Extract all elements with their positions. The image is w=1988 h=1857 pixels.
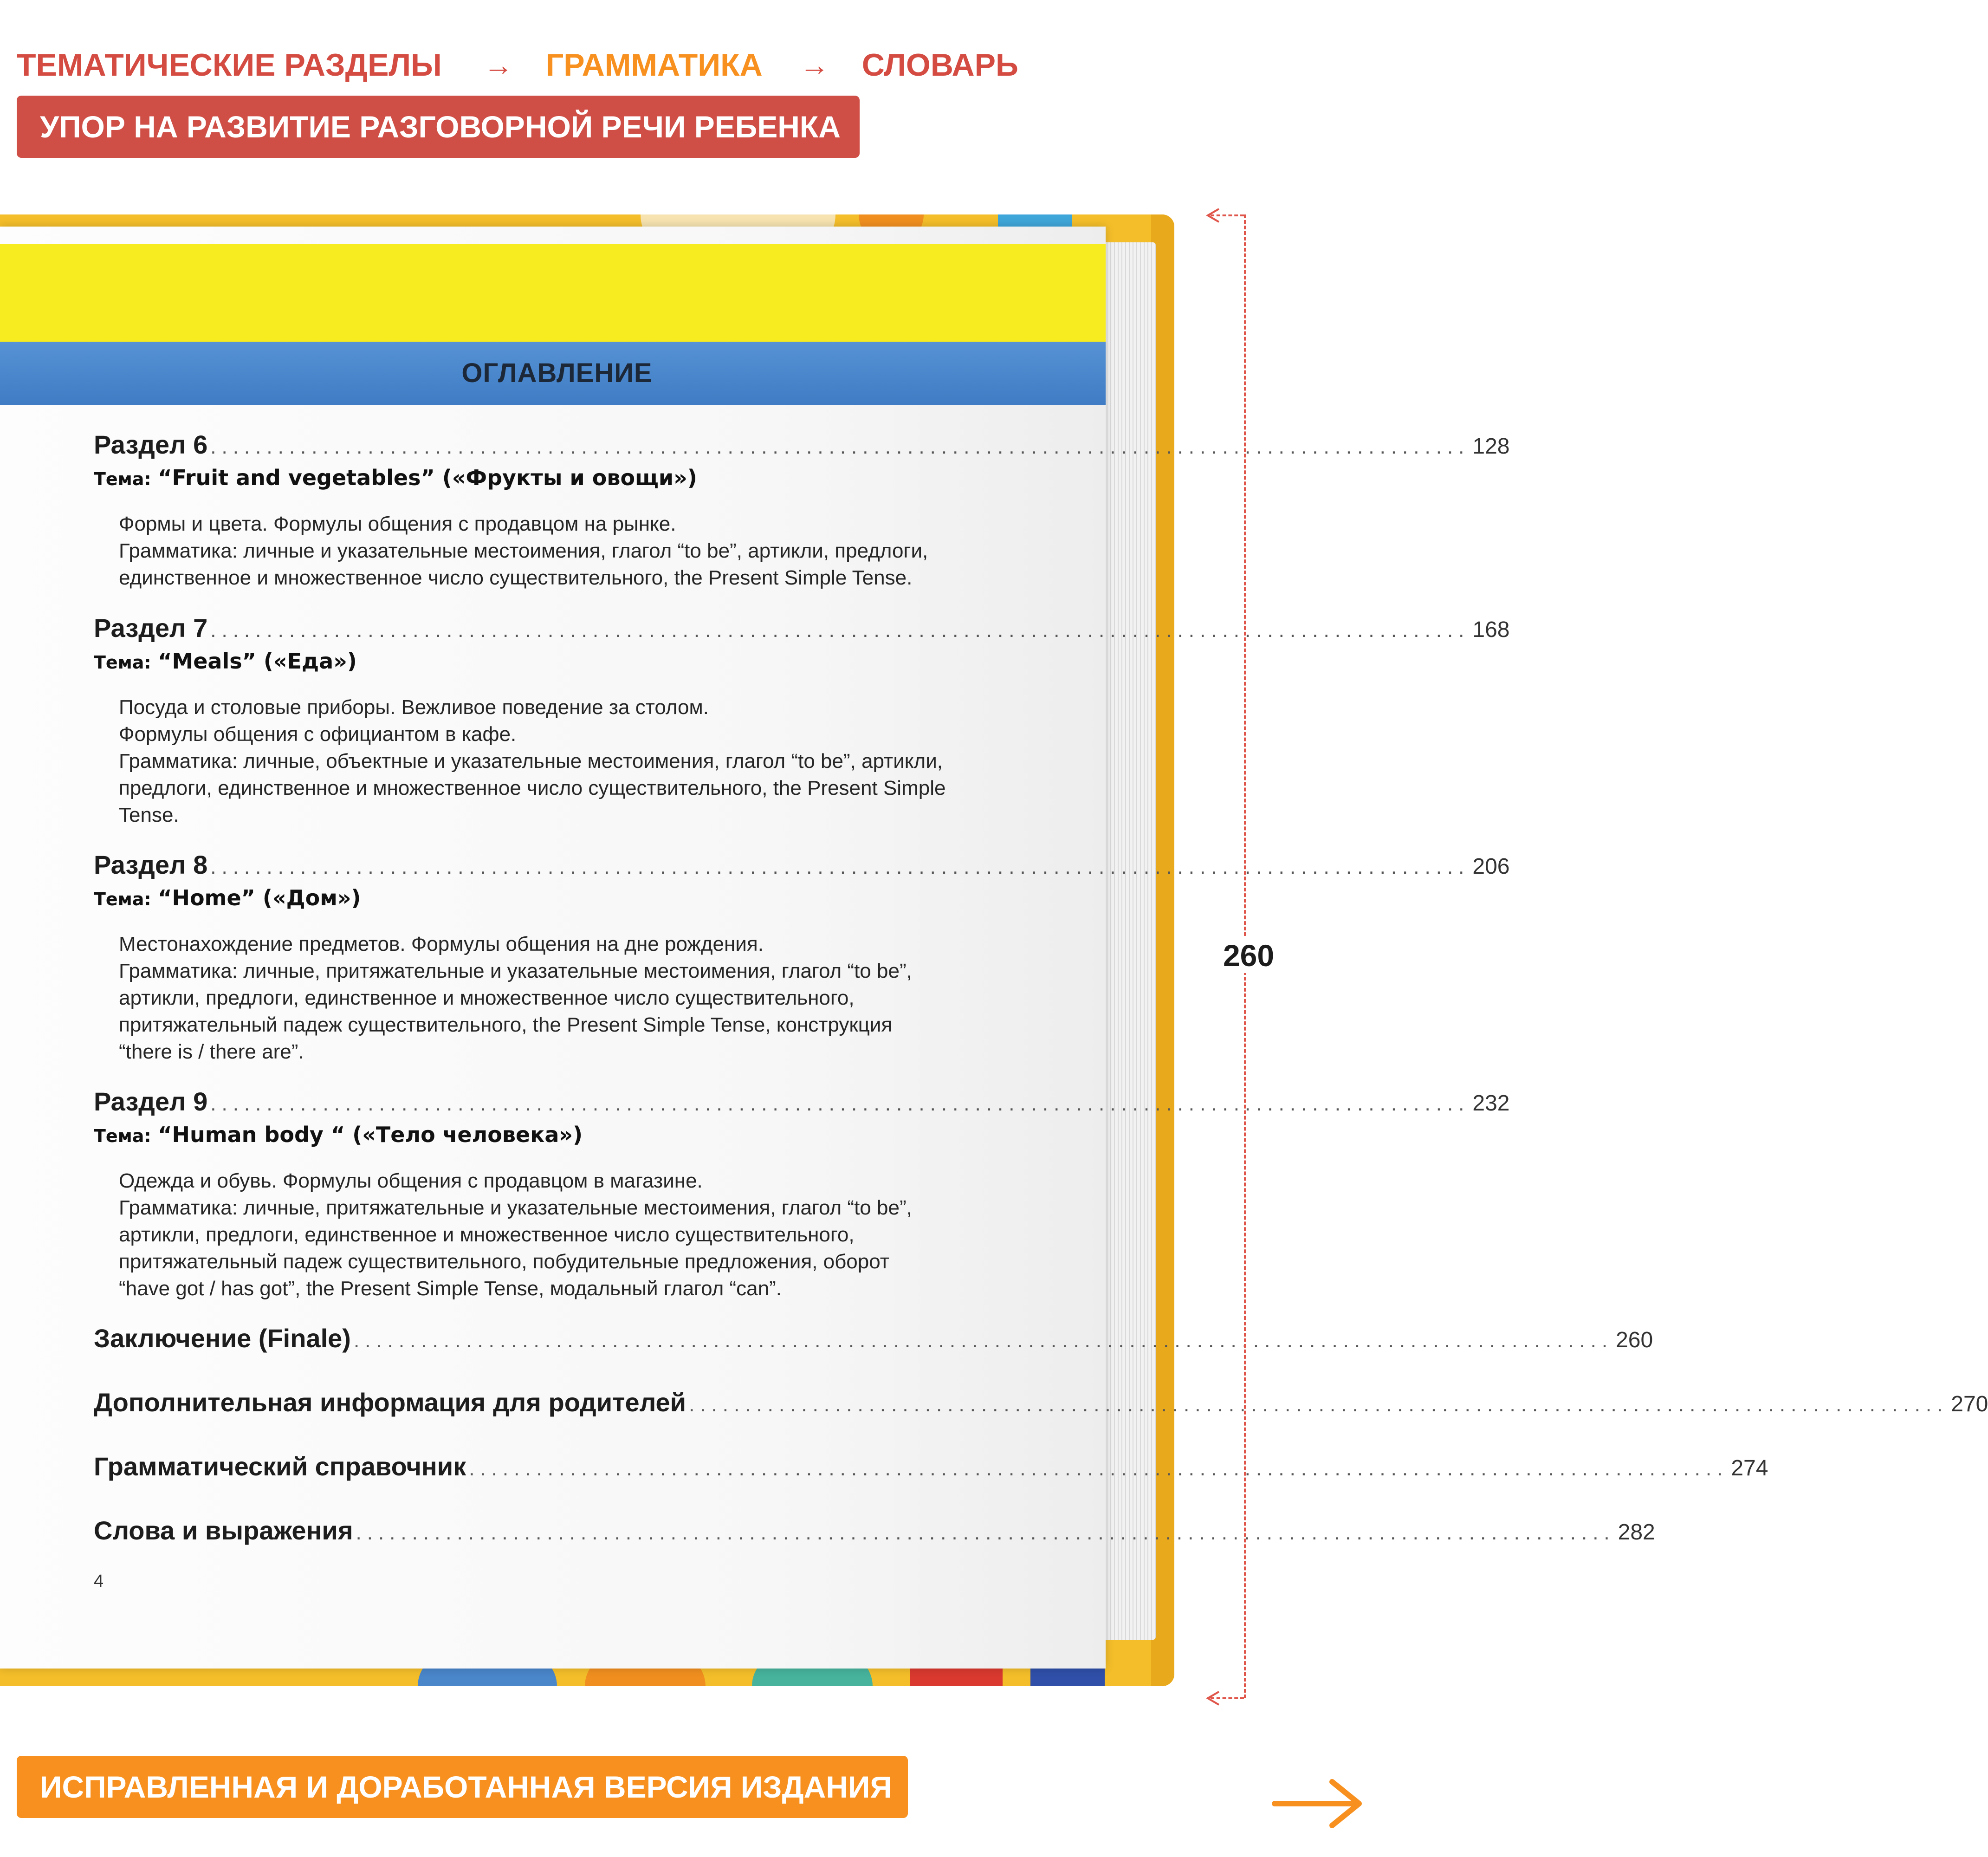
desc-line: Формулы общения с официантом в кафе.: [119, 723, 517, 746]
arrow-icon: →: [799, 48, 829, 82]
toc-title: ОГЛАВЛЕНИЕ: [461, 358, 653, 388]
desc-line: Грамматика: личные, притяжательные и указательные местоимения, глагол “to be”,: [119, 1196, 912, 1219]
toc-entry-section-7: [94, 613, 1510, 829]
desc-line: артикли, предлоги, единственное и множественное число существительного,: [119, 987, 855, 1009]
entry-page: 282: [1618, 1520, 1655, 1545]
tema-label: Тема:: [94, 469, 151, 489]
desc-line: Грамматика: личные, притяжательные и указательные местоимения, глагол “to be”,: [119, 960, 912, 982]
desc-line: “have got / has got”, the Present Simple Tense, модальный глагол “can”.: [119, 1277, 782, 1300]
leader-dots: ................................................................................................................: [210, 619, 1470, 642]
leader-dots: ................................................................................................................: [353, 1329, 1613, 1352]
section-label: Раздел 6: [94, 430, 208, 459]
toc-entry-words-expressions: [94, 1515, 1655, 1545]
entry-label: Слова и выражения: [94, 1516, 353, 1545]
section-topic: “Human body “ («Тело человека»): [158, 1122, 583, 1147]
book-height-label: 260: [1211, 938, 1286, 973]
leader-dots: ................................................................................................................: [210, 1092, 1470, 1115]
entry-page: 270: [1951, 1392, 1988, 1416]
entry-page: 274: [1731, 1456, 1768, 1480]
section-page: 206: [1472, 854, 1510, 879]
section-page: 128: [1472, 434, 1510, 459]
page-number: 4: [94, 1571, 104, 1591]
header-breadcrumb: [17, 44, 1018, 86]
tema-label: Тема:: [94, 1126, 151, 1146]
toc-entry-section-6: [94, 429, 1510, 591]
toc-entry-finale: [94, 1323, 1653, 1353]
leader-dots: ................................................................................................................: [356, 1521, 1615, 1544]
speech-development-badge: УПОР НА РАЗВИТИЕ РАЗГОВОРНОЙ РЕЧИ РЕБЕНКА: [17, 96, 860, 158]
desc-line: единственное и множественное число существительного, the Present Simple Tense.: [119, 566, 913, 589]
leader-dots: ................................................................................................................: [210, 435, 1470, 458]
toc-entry-parents-info: [94, 1387, 1988, 1417]
crumb-dictionary: СЛОВАРЬ: [861, 47, 1018, 83]
entry-label: Дополнительная информация для родителей: [94, 1388, 686, 1417]
section-label: Раздел 8: [94, 850, 208, 879]
crumb-grammar: ГРАММАТИКА: [545, 47, 763, 83]
desc-line: Посуда и столовые приборы. Вежливое поведение за столом.: [119, 696, 709, 719]
next-arrow-icon[interactable]: [1272, 1778, 1365, 1829]
desc-line: Tense.: [119, 804, 179, 826]
arrow-icon: →: [483, 48, 513, 82]
dimension-arrow-icon: [1205, 207, 1224, 224]
section-topic: “Fruit and vegetables” («Фрукты и овощи»): [158, 465, 697, 490]
section-topic: “Meals” («Еда»): [158, 649, 357, 674]
section-topic: “Home” («Дом»): [158, 885, 361, 910]
section-label: Раздел 7: [94, 613, 208, 643]
section-label: Раздел 9: [94, 1087, 208, 1116]
toc-entry-grammar-reference: [94, 1451, 1768, 1481]
tema-label: Тема:: [94, 652, 151, 673]
section-page: 168: [1472, 617, 1510, 642]
page-yellow-band: [0, 244, 1106, 342]
revised-edition-badge: ИСПРАВЛЕННАЯ И ДОРАБОТАННАЯ ВЕРСИЯ ИЗДАНИЯ: [17, 1756, 908, 1818]
desc-line: Местонахождение предметов. Формулы общения на дне рождения.: [119, 933, 764, 955]
entry-page: 260: [1616, 1328, 1653, 1352]
leader-dots: ................................................................................................................: [689, 1393, 1949, 1416]
toc-entry-section-9: [94, 1086, 1510, 1302]
desc-line: Одежда и обувь. Формулы общения с продавцом в магазине.: [119, 1169, 703, 1192]
desc-line: предлоги, единственное и множественное число существительного, the Present Simple: [119, 777, 946, 799]
leader-dots: ................................................................................................................: [469, 1457, 1729, 1480]
crumb-thematic-sections: ТЕМАТИЧЕСКИЕ РАЗДЕЛЫ: [17, 47, 442, 83]
tema-label: Тема:: [94, 889, 151, 909]
desc-line: Грамматика: личные и указательные местоимения, глагол “to be”, артикли, предлоги,: [119, 539, 928, 562]
desc-line: притяжательный падеж существительного, the Present Simple Tense, конструкция: [119, 1013, 893, 1036]
desc-line: Формы и цвета. Формулы общения с продавцом на рынке.: [119, 513, 676, 535]
leader-dots: ................................................................................................................: [210, 856, 1470, 878]
desc-line: притяжательный падеж существительного, побудительные предложения, оборот: [119, 1250, 889, 1273]
entry-label: Заключение (Finale): [94, 1324, 351, 1353]
desc-line: Грамматика: личные, объектные и указательные местоимения, глагол “to be”, артикли,: [119, 750, 943, 773]
desc-line: “there is / there are”.: [119, 1040, 304, 1063]
desc-line: артикли, предлоги, единственное и множественное число существительного,: [119, 1223, 855, 1246]
entry-label: Грамматический справочник: [94, 1452, 466, 1481]
dimension-arrow-icon: [1205, 1690, 1224, 1707]
section-page: 232: [1472, 1091, 1510, 1116]
